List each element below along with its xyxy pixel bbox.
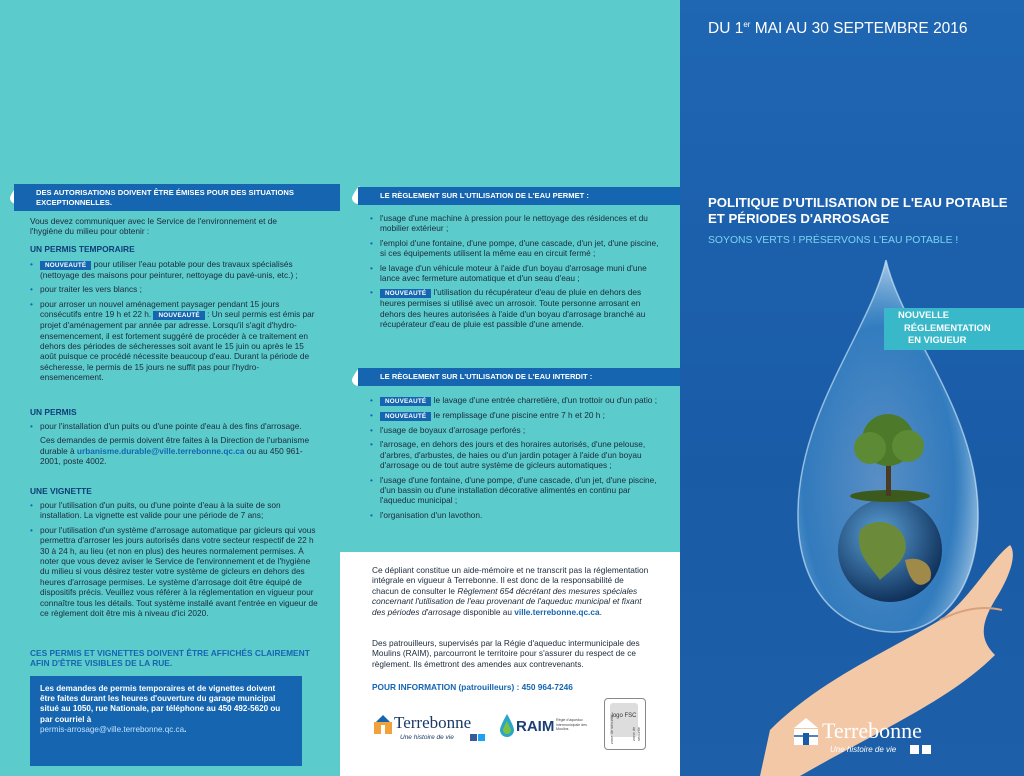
list-item: • l'usage de boyaux d'arrosage perforés ; [370, 425, 666, 435]
request-info-box: Les demandes de permis temporaires et de vignettes doivent être faites durant les heures d'ouverture du garage municipal situé au 1050, rue Nationale, par téléphone au 450 492-5620 ou par courriel à permis-arrosage@ville.terrebonne.qc.ca. [30, 676, 302, 766]
intro-text: Vous devez communiquer avec le Service de l'environnement et de l'hygiène du milieu pour obtenir : [30, 216, 277, 237]
permit-note: Ces demandes de permis doivent être faites à la Direction de l'urbanisme durable à urbanisme.durable@ville.terrebonne.qc.ca ou au 450 961-2001, poste 4002. [40, 435, 310, 467]
new-badge: NOUVEAUTÉ [380, 397, 431, 406]
list-item: • le lavage d'un véhicule moteur à l'aide d'un boyau d'arrosage muni d'une lance avec fermeture automatique et d'un seau d'eau ; [370, 263, 666, 284]
list-item: • l'usage d'une fontaine, d'une pompe, d'une cascade, d'un jet, d'une piscine, d'un bassin ou d'une installation décorative alimentés en continu par l'aqueduc municipal ; [370, 475, 666, 506]
date-range: DU 1er MAI AU 30 SEPTEMBRE 2016 [708, 20, 968, 38]
middle-panel [340, 0, 680, 776]
facebook-icon[interactable] [470, 734, 477, 741]
list-item: • l'emploi d'une fontaine, d'une pompe, d'une cascade, d'un jet, d'une piscine, si ces équipements utilisent la même eau en circuit fermé ; [370, 238, 666, 259]
info-phone: POUR INFORMATION (patrouilleurs) : 450 964-7246 [372, 682, 573, 692]
new-badge: NOUVEAUTÉ [380, 289, 431, 298]
list-item: • pour arroser un nouvel aménagement paysager pendant 15 jours consécutifs entre 19 h et 22 h. NOUVEAUTÉ : Un seul permis est émis par projet d'aménagement par année par adresse. Lorsqu'il s'agit d'hydro-ensemencement, il est fortement suggéré de procéder à ce traitement en dehors des périodes de sécheresses soit avant le 15 juin ou après le 15 août puisque ce procédé nécessite beaucoup d'eau. Durant la période de sécheresse, le permis de 15 jours ne suffit pas pour l'hydro-ensemencement. [30, 299, 320, 383]
new-badge: NOUVEAUTÉ [153, 311, 204, 320]
permit-title: UN PERMIS [30, 407, 77, 417]
raim-emblem-icon [500, 714, 514, 738]
list-item: • pour l'utilisation d'un système d'arrosage automatique par gicleurs qui vous permettra d'arroser les jours autorisés dans votre secteur respectif de 22 h 30 à 24 h, au lieu (et non en plus) des heures normalement permises. À noter que vous devez aviser le Service de l'environnement et de l'hygiène du milieu si vous désirez tester votre système de gicleurs en dehors des heures d'arrosage permises. Le système d'arrosage doit être équipé de dispositifs précis. Veuillez vous référer à la réglementation en vigueur pour connaître tous les détails. Tout système installé avant l'entrée en vigueur de ce règlement doit être mis à niveau d'ici 2020. [30, 525, 320, 619]
cover-panel [680, 0, 1024, 776]
list-item: • pour l'utilisation d'un puits, ou d'une pointe d'eau à la suite de son installation. La vignette est valide pour une période de 7 ans; [30, 500, 320, 521]
fsc-logo: logo FSC [610, 703, 638, 737]
terrebonne-emblem-icon [374, 714, 392, 734]
fsc-logo-area: logo FSC zone de sécurité zone de sécurité [604, 698, 646, 750]
facebook-icon[interactable] [910, 745, 919, 754]
urbanisme-email-link[interactable]: urbanisme.durable@ville.terrebonne.qc.ca [76, 445, 245, 456]
temp-permit-list [30, 259, 320, 387]
raim-logo: RAIM Régie d'aqueduc intermunicipale des Moulins [500, 714, 590, 744]
cover-title: POLITIQUE D'UTILISATION DE L'EAU POTABLE ET PÉRIODES D'ARROSAGE [708, 195, 1008, 226]
display-notice: CES PERMIS ET VIGNETTES DOIVENT ÊTRE AFFICHÉS CLAIREMENT AFIN D'ÊTRE VISIBLES DE LA RUE. [30, 648, 310, 669]
terrebonne-logo: Terrebonne Une histoire de vie [792, 714, 952, 764]
list-item: • pour traiter les vers blancs ; [30, 284, 320, 294]
forbidden-header: LE RÈGLEMENT SUR L'UTILISATION DE L'EAU INTERDIT : [358, 368, 680, 386]
list-item: • NOUVEAUTÉ pour utiliser l'eau potable pour des travaux spécialisés (nettoyage des maisons pour peinturer, nettoyage du pavé-unis, etc.) ; [30, 259, 320, 280]
authorizations-header: DES AUTORISATIONS DOIVENT ÊTRE ÉMISES POUR DES SITUATIONS EXCEPTIONNELLES. [14, 184, 340, 211]
forbidden-list [370, 395, 666, 524]
list-item: • pour l'installation d'un puits ou d'une pointe d'eau à des fins d'arrosage. [30, 421, 320, 431]
vignette-list [30, 500, 320, 622]
list-item: • NOUVEAUTÉ l'utilisation du récupérateur d'eau de pluie en dehors des heures permises si utilisé avec un arrosoir. Toute personne arrosant en dehors des heures autorisées à l'aide d'un boyau d'arrosage branché au récupérateur d'eau de pluie est passible d'une amende. [370, 287, 666, 329]
permits-header: LE RÈGLEMENT SUR L'UTILISATION DE L'EAU PERMET : [358, 187, 680, 205]
cover-subtitle: SOYONS VERTS ! PRÉSERVONS L'EAU POTABLE ! [708, 235, 959, 246]
new-regulation-badge: NOUVELLE RÉGLEMENTATION EN VIGUEUR [884, 308, 1024, 350]
left-panel [0, 0, 340, 776]
twitter-icon[interactable] [478, 734, 485, 741]
website-link[interactable]: ville.terrebonne.qc.ca [514, 606, 600, 617]
new-badge: NOUVEAUTÉ [380, 412, 431, 421]
new-badge: NOUVEAUTÉ [40, 261, 91, 270]
list-item: • NOUVEAUTÉ le lavage d'une entrée charretière, d'un trottoir ou d'un patio ; [370, 395, 666, 406]
vignette-title: UNE VIGNETTE [30, 486, 92, 496]
temp-permit-title: UN PERMIS TEMPORAIRE [30, 244, 135, 254]
list-item: • l'arrosage, en dehors des jours et des horaires autorisés, d'une pelouse, d'arbres, d'arbustes, de haies ou d'un jardin potager à l'aide d'un boyau d'arrosage ou de tout autre système de gicleurs automatiques ; [370, 439, 666, 470]
twitter-icon[interactable] [922, 745, 931, 754]
patrol-text: Des patrouilleurs, supervisés par la Régie d'aqueduc intermunicipale des Moulins (RAIM), parcourront le territoire pour s'assurer du respect de ce règlement. Ils émettront des amendes aux contrevenants. [372, 638, 640, 669]
list-item: • NOUVEAUTÉ le remplissage d'une piscine entre 7 h et 20 h ; [370, 410, 666, 421]
list-item: • l'organisation d'un lavothon. [370, 510, 666, 520]
terrebonne-logo-small: Terrebonne Une histoire de vie [374, 712, 484, 754]
permit-email-link[interactable]: permis-arrosage@ville.terrebonne.qc.ca [40, 724, 185, 734]
leaflet-disclaimer: Ce dépliant constitue un aide-mémoire et ne transcrit pas la réglementation intégrale en vigueur à Terrebonne. Il est donc de la responsabilité de chacun de consulter le Règlement 654 décrétant des mesures spéciales concernant l'utilisation de l'eau provenant de l'aqueduc municipal et fixant des périodes d'arrosage disponible au ville.terrebonne.qc.ca. [372, 565, 649, 617]
permit-list [30, 421, 320, 467]
list-item: • l'usage d'une machine à pression pour le nettoyage des résidences et du mobilier extérieur ; [370, 213, 666, 234]
terrebonne-emblem-icon [792, 716, 820, 746]
permitted-list [370, 213, 666, 334]
footer-panel [340, 552, 680, 776]
